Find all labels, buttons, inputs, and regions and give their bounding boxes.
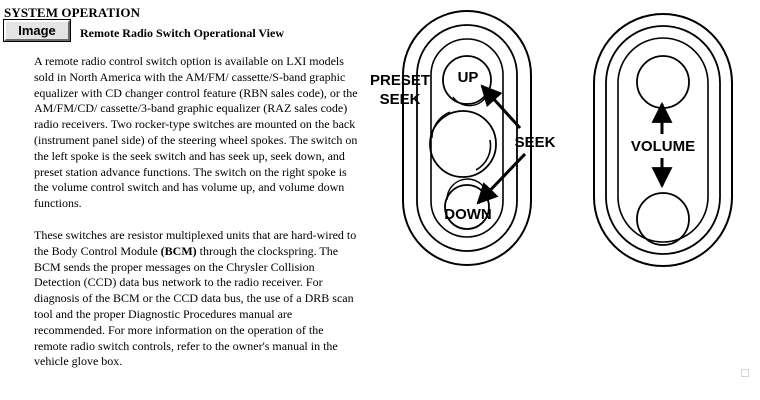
label-seek-left: SEEK	[379, 91, 421, 108]
bcm-term: (BCM)	[160, 243, 197, 258]
remote-radio-switch-illustration	[360, 0, 760, 400]
seek-switch	[403, 11, 531, 265]
label-volume: VOLUME	[630, 138, 696, 155]
label-down: DOWN	[444, 206, 492, 223]
label-seek: SEEK	[514, 134, 556, 151]
paragraph-2-start: These switches are resistor multiplexed units that are hard-wired to the Body Control Module	[34, 227, 357, 258]
section-title: SYSTEM OPERATION	[4, 5, 141, 20]
paragraph-2	[34, 228, 359, 370]
paragraph-2-end: through the clockspring. The BCM sends the proper messages on the Chrysler Collision Detection (CCD) data bus network to the radio receiver. For diagnosis of the BCM or the CCD data bus, the use of a DRB scan tool and the proper Diagnostic Procedures manual are recommended. For more information on the operation of the remote radio switch controls, refer to the owner's manual in the vehicle glove box.	[34, 243, 354, 369]
figure-caption: Remote Radio Switch Operational View	[80, 26, 284, 40]
volume-up-button	[637, 56, 689, 108]
paragraph-1: A remote radio control switch option is available on LXI models sold in North America with the AM/FM/ cassette/S-band graphic equalizer with CD changer control feature (RBN sales code), or the AM/FM/CD/ cassette/3-band graphic equalizer (RAZ sales code) radio receivers. Two rocker-type switches are mounted on the back (instrument panel side) of the steering wheel spokes. The switch on the left spoke is the seek switch and has seek up, seek down, and preset station advance functions. The switch on the right spoke is the volume control switch and has volume up, and volume down functions.	[34, 54, 358, 211]
body-text	[34, 54, 359, 386]
label-up: UP	[457, 69, 479, 86]
volume-down-button	[637, 193, 689, 245]
corner-mark	[741, 369, 749, 377]
preset-button	[430, 111, 496, 177]
label-preset: PRESET	[369, 72, 431, 89]
image-button[interactable]: Image	[4, 20, 70, 41]
